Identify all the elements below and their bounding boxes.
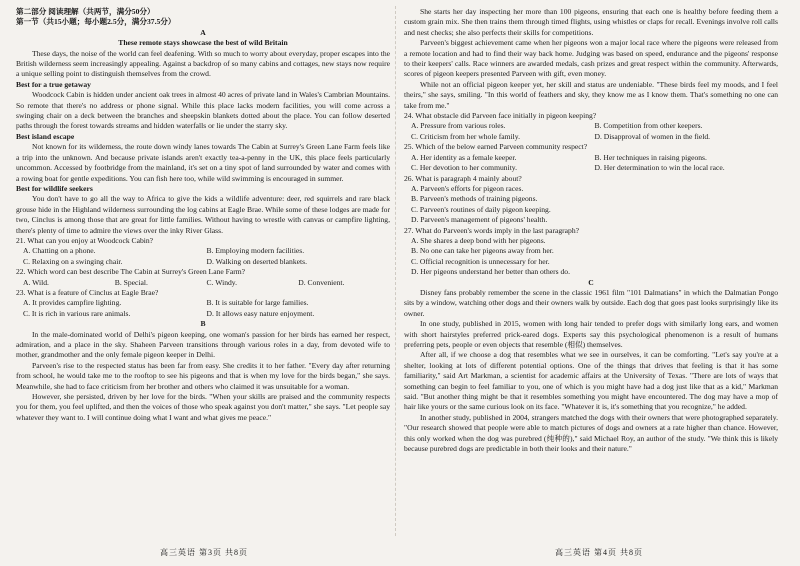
option-26-b: B. Parveen's methods of training pigeons. <box>411 194 538 204</box>
option-21-c: C. Relaxing on a swinging chair. <box>23 256 123 266</box>
question-23-options <box>16 298 390 319</box>
option-25-b: B. Her techniques in raising pigeons. <box>594 152 707 162</box>
passage-b-p5: Parveen's biggest achievement came when her pigeons won a major local race where the pigeons were released from a remote location and had to find their way back home. Judging was based on speed, endurance and the pigeons' response to their keepers' calls. Race winners are awarded medals, cash prizes and great respect within the community. Afterwards, scores of pigeon keepers presented Parveen with gift, even money. <box>404 38 778 79</box>
page-footer-left: 高三英语 第3页 共8页 <box>160 548 248 557</box>
passage-a-wildlife: You don't have to go all the way to Africa to give the kids a wildlife adventure: deer, red squirrels and rare black grouse hide in the Highland wilderness surrounding the log cabins at Eagle Brae. While some of these lodges are made for two, Cinclus is among those that are great for little families. Without having to wrestle with canvas or campfire lighting, there's plenty of time to admire the views over the inky River Glass. <box>16 194 390 235</box>
option-24-d: D. Disapproval of women in the field. <box>594 131 711 141</box>
option-22-c: C. Windy. <box>206 277 237 287</box>
passage-b-p4: She starts her day inspecting her more than 100 pigeons, ensuring that each one is healthy before feeding them a custom grain mix. She then trains them through timed flights, using whistles or claps for recall. Evenings involve roll calls and nest checks; she also perfects their skills for competitions. <box>404 7 778 37</box>
option-24-a: A. Pressure from various roles. <box>411 121 506 131</box>
option-25-a: A. Her identity as a female keeper. <box>411 152 517 162</box>
option-21-d: D. Walking on deserted blankets. <box>206 256 307 266</box>
option-24-c: C. Criticism from her whole family. <box>411 131 520 141</box>
page-divider <box>395 6 396 536</box>
question-24 <box>404 111 778 142</box>
option-23-a: A. It provides campfire lighting. <box>23 298 122 308</box>
option-21-a: A. Chatting on a phone. <box>23 246 96 256</box>
question-22-stem: 22. Which word can best describe The Cabin at Surrey's Green Lane Farm? <box>16 267 246 277</box>
passage-a-intro: These days, the noise of the world can feel deafening. With so much to worry about everyday, proper escapes into the British wilderness seem increasingly appealing. Against a backdrop of so many cabins and cottages, new stays now require a unique selling point to distinguish themselves from the crowd. <box>16 48 390 79</box>
left-page <box>16 7 390 423</box>
passage-b-p1: In the male-dominated world of Delhi's pigeon keeping, one woman's passion for her birds has earned her respect, admiration, and a place in the sky. Shaheen Parveen transitions through various roles in a day, from devoted wife to mother, grandmother and the only female pigeon keeper in Delhi. <box>16 329 390 360</box>
passage-a-label: A <box>200 27 206 37</box>
question-23-stem: 23. What is a feature of Cinclus at Eagle Brae? <box>16 287 159 297</box>
question-24-stem: 24. What obstacle did Parveen face initially in pigeon keeping? <box>404 111 597 121</box>
option-26-d: D. Parveen's management of pigeons' health. <box>411 215 548 225</box>
question-26 <box>404 174 778 226</box>
option-23-d: D. It allows easy nature enjoyment. <box>206 308 315 318</box>
question-25 <box>404 142 778 173</box>
passage-a-island: Not known for its wilderness, the route down windy lanes towards The Cabin at Surrey's Green Lane Farm feels like a trip into the unknown. And because private islands aren't exactly tea-a-penny in the UK, this place feels particularly uncommon. Accessed by footbridge from the mainland, it's set on a tiny spot of land surrounded by water and comes with a rowing boat for gentle expeditions. You can fish here too, while wild swimming is encouraged in summer. <box>16 142 390 183</box>
passage-c-label: C <box>588 277 594 287</box>
question-21 <box>16 236 390 267</box>
passage-c-p2: In one study, published in 2015, women with long hair tended to prefer dogs with similarly long ears, and women with short hairstyles preferred prick-eared dogs. Experts say this psychological phenomenon is a result of humans preferring pets, people or even objects that resemble (相似) themselves. <box>404 319 778 349</box>
right-page <box>404 7 778 454</box>
option-21-b: B. Employing modern facilities. <box>206 246 305 256</box>
option-24-b: B. Competition from other keepers. <box>594 121 703 131</box>
passage-a-title: These remote stays showcase the best of wild Britain <box>118 38 288 48</box>
question-26-stem: 26. What is paragraph 4 mainly about? <box>404 173 522 183</box>
passage-b-p2: Parveen's rise to the respected status has been far from easy. She credits it to her father. "Every day after returning from school, he would take me to the rooftop to see his pigeons and that is when my love for the birds began," she says. Meanwhile, she had to face criticism from her brother and others who claimed it was unsuitable for a woman. <box>16 360 390 391</box>
option-22-d: D. Convenient. <box>298 277 345 287</box>
option-26-c: C. Parveen's routines of daily pigeon keeping. <box>411 204 551 214</box>
question-25-options <box>404 153 778 174</box>
option-27-b: B. No one can take her pigeons away from her. <box>411 246 554 256</box>
passage-b-p6: While not an official pigeon keeper yet, her skill and status are undeniable. "These birds feel my moods, and I feel theirs," she says, smiling. "In this world of feathers and sky, they know me as I know them. That's something no one can take from me." <box>404 79 778 110</box>
passage-b-p3: However, she persisted, driven by her love for the birds. "When your skills are praised and the community respects you for them, you feel uplifted, and then the voices of those who speak against you don't matter," she says. "Let people say whatever they want to. I will continue doing what I want and what gives me peace." <box>16 392 390 422</box>
question-21-options <box>16 246 390 267</box>
passage-b-label: B <box>200 319 206 329</box>
subheading-island: Best island escape <box>16 131 75 141</box>
subheading-wildlife: Best for wildlife seekers <box>16 183 93 193</box>
option-23-b: B. It is suitable for large families. <box>206 298 309 308</box>
part-title: 第一节（共15小题；每小题2.5分，满分37.5分） <box>16 17 176 27</box>
option-25-c: C. Her devotion to her community. <box>411 163 518 173</box>
option-22-b: B. Special. <box>114 277 148 287</box>
question-22 <box>16 267 390 288</box>
option-27-a: A. She shares a deep bond with her pigeons. <box>411 235 546 245</box>
question-24-options <box>404 121 778 142</box>
question-21-stem: 21. What can you enjoy at Woodcock Cabin? <box>16 235 154 245</box>
passage-c-p4: In another study, published in 2004, strangers matched the dogs with their owners that were photographed separately. "Our research showed that people were able to match pictures of dogs and owners at a rate higher than chance. However, this only worked when the dog was purebred (纯种的)," said Michael Roy, an author of the study. "We think this is likely because purebred dogs are predictable in both their looks and their nature." <box>404 412 778 454</box>
passage-c-p3: After all, if we choose a dog that resembles what we see in ourselves, it can be comforting. "Let's say you're at a shelter, looking at lots of different potential options. One of the things that drives that feeling is that it has some familiarity," said Art Markman, a scientist for academic affairs at the University of Texas. "There are lots of ways that something can begin to feel familiar to you, one of which is you might have had a dog just like that as a kid," Markman said. "But another thing might be that it resembles something you might have encountered. The dog may have a mop of hair like yours or the same curious look on its face. "Whatever it is, it's something that you recognize," he added. <box>404 350 778 412</box>
option-27-c: C. Official recognition is unnecessary for her. <box>411 256 550 266</box>
option-25-d: D. Her determination to win the local race. <box>594 163 725 173</box>
question-23 <box>16 288 390 319</box>
passage-a-woodcock: Woodcock Cabin is hidden under ancient oak trees in almost 40 acres of private land in Wales's Cambrian Mountains. So remote that there's no address or phone signal. While this place lacks modern facilities, you will come across a swinging chair on a deck between the branches and sheepskin blankets dotted about the place. You can follow deserted paths through the forest towards streams and hidden waterfalls or lie under the starry sky. <box>16 90 390 131</box>
subheading-getaway: Best for a true getaway <box>16 79 91 89</box>
question-27 <box>404 226 778 278</box>
passage-c-p1: Disney fans probably remember the scene in the classic 1961 film "101 Dalmatians" in which the Dalmatian Pongo sits by a window, watching other dogs and their owners walk by outside. Each dog that goes past looks surprisingly like its owner. <box>404 287 778 318</box>
option-23-c: C. It is rich in various rare animals. <box>23 308 131 318</box>
question-25-stem: 25. Which of the below earned Parveen community respect? <box>404 142 588 152</box>
option-27-d: D. Her pigeons understand her better than others do. <box>411 267 571 277</box>
question-27-stem: 27. What do Parveen's words imply in the last paragraph? <box>404 225 579 235</box>
option-22-a: A. Wild. <box>23 277 49 287</box>
option-26-a: A. Parveen's efforts for pigeon races. <box>411 183 524 193</box>
section-title: 第二部分 阅读理解（共两节，满分50分） <box>16 7 155 16</box>
question-22-options <box>16 278 390 288</box>
page-footer-right: 高三英语 第4页 共8页 <box>555 548 643 557</box>
